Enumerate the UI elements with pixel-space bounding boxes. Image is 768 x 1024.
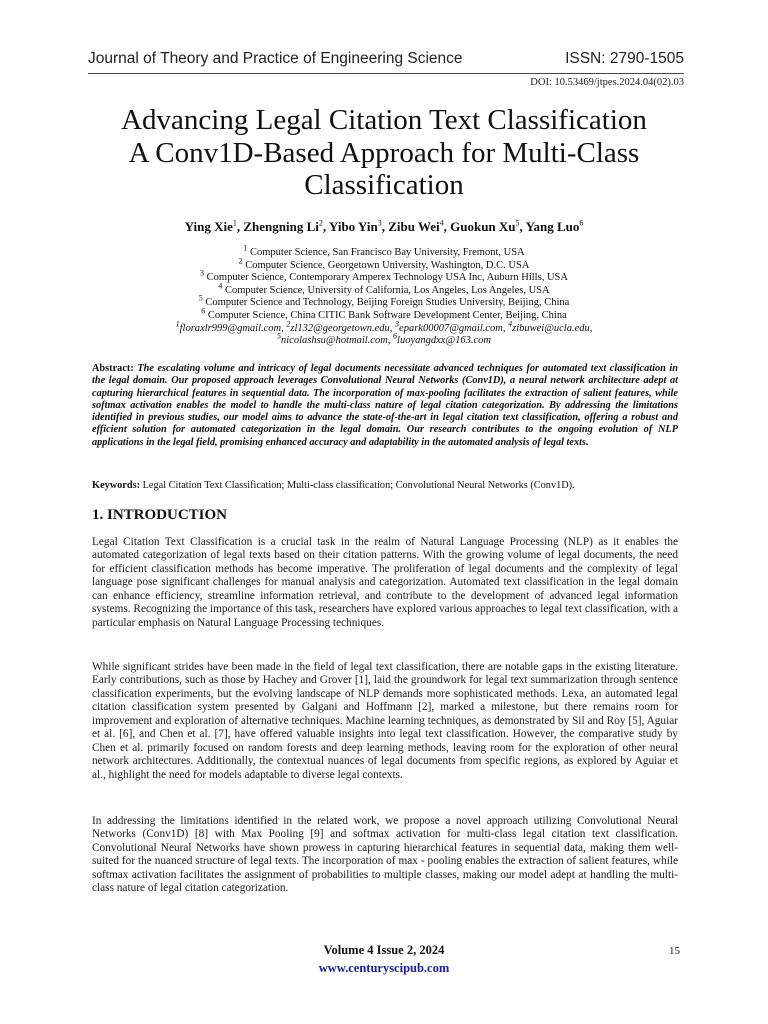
affiliation-sup: 2 bbox=[238, 256, 243, 266]
section-heading: 1. INTRODUCTION bbox=[92, 507, 228, 523]
abstract-label: Abstract: bbox=[92, 363, 134, 374]
title-line: A Conv1D-Based Approach for Multi-Class bbox=[128, 136, 640, 169]
email-sup: 1 bbox=[175, 319, 180, 329]
issn: ISSN: 2790-1505 bbox=[565, 50, 684, 67]
paper-title bbox=[60, 104, 708, 202]
email-line bbox=[0, 331, 768, 348]
affiliation bbox=[0, 293, 768, 310]
email-sup: 6 bbox=[393, 331, 398, 341]
affiliation-text: Computer Science, Georgetown University, Washington, D.C. USA bbox=[245, 259, 530, 271]
journal-header bbox=[88, 50, 684, 72]
affiliation-text: Computer Science and Technology, Beijing Foreign Studies University, Beijing, China bbox=[205, 297, 570, 309]
author-name: Yibo Yin bbox=[328, 219, 378, 234]
keywords-label: Keywords: bbox=[92, 480, 141, 491]
body-paragraph: Legal Citation Text Classification is a crucial task in the realm of Natural Language Processing (NLP) as it enables the automated categorization of legal texts based on their citation patterns. With the growing volume of legal documents, the need for efficient classification methods has become imperative. The proliferation of legal documents and the complexity of legal language pose significant challenges for manual analysis and categorization. Automated text classification in the legal domain can enhance efficiency, streamline information retrieval, and contribute to the development of advanced legal information systems. Recognizing the importance of this task, researchers have explored various approaches to legal text classification, with a particular emphasis on Natural Language Processing techniques. bbox=[92, 536, 678, 629]
abstract bbox=[92, 363, 678, 449]
body-paragraph: While significant strides have been made in the field of legal text classification, there are notable gaps in the existing literature. Early contributions, such as those by Hachey and Grover [1], laid the groundwork for legal text summarization through sentence classification experiments, but the evolving landscape of NLP demands more sophisticated methods. Lexa, an automated legal citation classification system presented by Galgani and Hoffmann [2], marked a milestone, but there remains room for improvement and exploration of alternative techniques. Machine learning techniques, as demonstrated by Sil and Roy [5], Aguiar et al. [6], and Chen et al. [7], have offered valuable insights into legal text classification. However, the comparative study by Chen et al. primarily focused on random forests and deep learning methods, leaving room for the exploration of other neural network architectures. Additionally, the contextual nuances of legal documents from specific regions, as explored by Aguiar et al., highlight the need for models adaptable to diverse legal contexts. bbox=[92, 661, 678, 781]
affiliation-text: Computer Science, China CITIC Bank Software Development Center, Beijing, China bbox=[207, 309, 567, 321]
author-name: Guokun Xu bbox=[450, 219, 516, 234]
author-name: Zhengning Li bbox=[243, 219, 319, 234]
keywords-text: Legal Citation Text Classification; Multi-class classification; Convolutional Neural Networks (Conv1D). bbox=[142, 480, 575, 491]
email[interactable]: zibuwei@ucla.edu, bbox=[512, 322, 593, 334]
affiliation bbox=[0, 306, 768, 323]
affiliation-sup: 1 bbox=[243, 243, 248, 253]
affiliation-text: Computer Science, University of California, Los Angeles, Los Angeles, USA bbox=[225, 284, 550, 296]
email[interactable]: epark00007@gmail.com, bbox=[399, 322, 509, 334]
body-paragraph: In addressing the limitations identified in the related work, we propose a novel approach utilizing Convolutional Neural Networks (Conv1D) [8] with Max Pooling [9] and softmax activation for multi-class legal citation text classification. Convolutional Neural Networks have shown prowess in capturing hierarchical features in sequential data, making them well-suited for the nuanced structure of legal texts. The incorporation of max - pooling enables the extraction of salient features, while softmax activation facilitates the assignment of probabilities to multiple classes, making our model adept at handling the multi-class nature of legal citation categorization. bbox=[92, 815, 678, 895]
affiliation bbox=[0, 243, 768, 260]
affiliations bbox=[0, 243, 768, 348]
author-name: Ying Xie bbox=[184, 219, 233, 234]
abstract-text: The escalating volume and intricacy of legal documents necessitate advanced techniques for automated text classification in the legal domain. Our proposed approach leverages Convolutional Neural Networks (Conv1D), a neural network architecture adept at capturing hierarchical features in sequential data. The incorporation of max-pooling facilitates the extraction of salient features, while softmax activation enables the model to handle the multi-class nature of legal citation categorization. By addressing the limitations identified in previous studies, our model aims to advance the state-of-the-art in legal citation text classification, offering a robust and efficient solution for automated categorization in the legal domain. Our research contributes to the ongoing evolution of NLP applications in the legal field, promising enhanced accuracy and adaptability in the automated analysis of legal texts. bbox=[92, 363, 678, 448]
author-sup: 5 bbox=[515, 218, 520, 228]
email-sup: 5 bbox=[277, 331, 282, 341]
title-line: Advancing Legal Citation Text Classification bbox=[121, 104, 647, 136]
affiliation-sup: 3 bbox=[200, 268, 205, 278]
affiliation bbox=[0, 268, 768, 285]
keywords bbox=[92, 480, 678, 491]
author-sup: 6 bbox=[579, 218, 584, 228]
email[interactable]: floraxlr999@gmail.com, bbox=[179, 322, 287, 334]
affiliation bbox=[0, 256, 768, 273]
author-name: Yang Luo bbox=[525, 219, 580, 234]
author-sup: 3 bbox=[377, 218, 382, 228]
affiliation-sup: 4 bbox=[218, 281, 223, 291]
page-number: 15 bbox=[669, 945, 680, 957]
doi: DOI: 10.53469/jtpes.2024.04(02).03 bbox=[530, 77, 684, 88]
footer-website-link[interactable]: www.centuryscipub.com bbox=[318, 961, 450, 975]
affiliation-text: Computer Science, San Francisco Bay University, Fremont, USA bbox=[250, 247, 525, 258]
email-sup: 2 bbox=[286, 319, 291, 329]
author-sup: 1 bbox=[232, 218, 237, 228]
email[interactable]: nicolashsu@hotmail.com, bbox=[281, 335, 394, 347]
author-list: Ying Xie$^1$, Zhengning Li$^2$, Yibo Yin$^3$, Zibu Wei$^4$, Guokun Xu$^5$, Yang Luo$^6$ bbox=[184, 218, 584, 234]
email-sup: 3 bbox=[395, 319, 400, 329]
affiliation-sup: 5 bbox=[198, 293, 203, 303]
footer-volume: Volume 4 Issue 2, 2024 bbox=[323, 943, 445, 957]
author-sup: 4 bbox=[439, 218, 444, 228]
affiliation-text: Computer Science, Contemporary Amperex Technology USA Inc, Auburn Hills, USA bbox=[206, 272, 568, 284]
affiliation-sup: 6 bbox=[201, 306, 206, 316]
email[interactable]: zl132@georgetown.edu, bbox=[290, 322, 396, 334]
affiliation bbox=[0, 281, 768, 298]
email[interactable]: luoyangdxx@163.com bbox=[397, 335, 491, 347]
email-sup: 4 bbox=[508, 319, 513, 329]
title-line: Classification bbox=[304, 169, 464, 201]
author-sup: 2 bbox=[318, 218, 323, 228]
author-name: Zibu Wei bbox=[388, 219, 440, 234]
email-line bbox=[0, 319, 768, 336]
header-divider bbox=[88, 73, 684, 74]
journal-name: Journal of Theory and Practice of Engineering Science bbox=[88, 50, 463, 67]
